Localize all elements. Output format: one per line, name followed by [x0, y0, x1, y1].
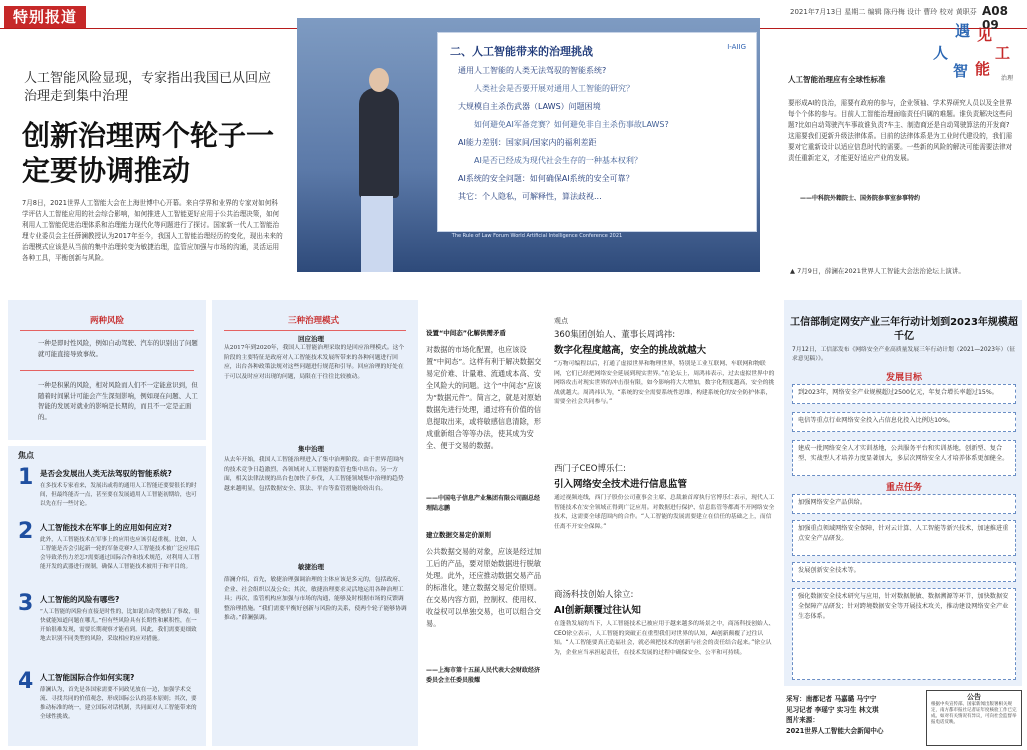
notice-body: 根据中央宣传部、国家新闻出版署相关规定，南方都市报社记者证年度核验工作已完成。如对有关情况有异议，可向社会监督举报电话反映。 — [931, 702, 1017, 725]
page-number: A08 09 — [982, 4, 1008, 32]
opinion-tag: 观点 — [554, 317, 568, 325]
opinion-body: 在蓬勃发展的当下，人工智能技术已被应用于越来越多的场景之中，商汤科技创始人、CEO徐立表示，人工智能的突破正在重塑我们对世界的认知，AI创新颠覆了过往认知。“人工智能要真正造福社会，就必须把技术的创新与社会的责任结合起来。”徐立认为，企业应当承担起责任，在技术发展的过程中确保安全、公平和可持续。 — [554, 621, 775, 656]
credits — [786, 694, 926, 736]
sidebar-signature: ——中科院外籍院士、国务院参事室参事特约 — [800, 195, 921, 202]
model-paragraph: 薛澜介绍，首先，敏捷治理强调治理的主体应该是多元的，包括政府、企业、社会组织以及公众；其次，敏捷治理要求灵活地运用各种治理工具；再次，监管机构应加强与市场的沟通，能够及时根据市场的反馈调整治理措施。“我们需要平衡好创新与风险的关系，使两个轮子能够协调推动。”薛澜强调。 — [224, 577, 407, 621]
opinion-title: 引入网络安全技术进行信息监管 — [554, 479, 688, 490]
opinion-title: 数字化程度越高，安全的挑战就越大 — [554, 345, 707, 356]
stage-sign — [357, 214, 717, 246]
model-subtitle: 敏捷治理 — [298, 563, 324, 571]
policy-intro: 7月12日，工信部发布《网络安全产业高质量发展三年行动计划（2021—2023年）（征求意见稿）》。 — [792, 347, 1016, 362]
speaker-figure — [359, 88, 399, 198]
focus-question: 人工智能技术在军事上的应用如何应对? — [40, 523, 172, 532]
lead-photo — [297, 18, 760, 272]
goal-box: 到2023年，网络安全产业规模超过2500亿元，年复合增长率超过15%。 — [792, 384, 1016, 404]
speaker-head — [369, 68, 389, 92]
credit-line: 见习记者 李瑶宁 实习生 林文琪 — [786, 705, 879, 714]
goal-box: 电信等重点行业网络安全投入占信息化投入比例达10%。 — [792, 412, 1016, 432]
credit-line: 2021世界人工智能大会新闻中心 — [786, 726, 884, 735]
logo-char: 见 — [977, 26, 993, 44]
slide-bullet: AI是否已经成为现代社会生存的一种基本权利？ — [474, 156, 642, 165]
slide-title: 二、人工智能带来的治理挑战 — [450, 45, 593, 58]
focus-answer: 在多技术专家看来，发展出或将的通用人工智能还要要很长的时间，但最终能否一点，甚至要在发展通用人工智能初期给，也可以先在行一些讨论。 — [40, 483, 197, 507]
headline-kicker: 人工智能风险显现，专家指出我国已从回应治理走到集中治理 — [24, 71, 272, 104]
logo-char: 智 — [953, 62, 969, 80]
task-box: 强化数据安全技术研究与应用，针对数据脱敏、数据溯源等环节，加快数据安全保障产品研发；针对跨境数据安全等开展技术攻关，推动建设网络安全产业生态体系。 — [792, 588, 1016, 680]
model-subtitle: 回应治理 — [298, 335, 324, 343]
opinion-kicker: 360集团创始人、董事长周鸿祎: — [554, 330, 676, 340]
data-signature: ——中国电子信息产业集团有限公司副总经理陆志鹏 — [426, 495, 541, 512]
opinion-body: 通过视频连线，西门子股份公司董事会主席、总裁兼首席执行官博乐仁表示，现代人工智能技术在安全领域正得到广泛应用。对数据进行保护、信息监管等都离不开网络安全技术，这需要全球范围内的合作。“人工智能的发展需要建立在信任的基础之上，而信任离不开安全保障。” — [554, 495, 775, 530]
policy-section-title: 发展目标 — [885, 373, 922, 383]
slide-bullet: 如何避免AI军备竞赛？如何避免非自主杀伤事故LAWS? — [474, 120, 669, 129]
logo-char: 人 — [933, 44, 949, 62]
focus-answer: “人工智能的风险有直接是时性的，比如说自动驾驶出了事故，很快就能知道问题在哪儿。”但有些风险具有长期性和累积性，在一开始很难发现，需要长期观察才能看到。因此，我们需要更细致地去识别不同类型的风险，采取相应的应对措施。 — [40, 609, 200, 642]
focus-question: 是否会发展出人类无法驾驭的智能系统? — [40, 469, 172, 478]
logo-subtitle: 治理 — [1000, 75, 1013, 82]
opinion-kicker: 西门子CEO博乐仁: — [554, 464, 626, 474]
sidebar-body: 要形成AI的良治，需要有政府的参与，企业领袖、学术界研究人员以及全世界每个个体的参与。目前人工智能治理面临责任归属的难题。谁负责解决这些问题?比如自动驾驶汽车事故谁负责?车主、制造商还是自动驾驶算法的开发商?这需要我们更新升级法律体系。目前的法律体系是为工业时代建设的，我们需要对它重新设计以适应信息时代的需要。一些新的风险的解决可能需要法律对责任重新定义，才能更好适应产业的发展。 — [788, 99, 1013, 162]
task-box: 加强重点领域网络安全保障，针对云计算、人工智能等新兴技术，加速推进重点安全产品研发。 — [792, 520, 1016, 556]
task-box: 发展创新安全技术等。 — [792, 562, 1016, 582]
notice-title: 公告 — [967, 693, 981, 701]
opinion-body: “万物可编程以后，打通了虚拟世界和物理世界，特别是工业互联网、车联网和物联网，它们已经把网络安全延展到现实世界。”在论坛上，周鸿祎表示，过去虚拟世界中的网络攻击对现实世界的冲击很有限，如今影响将大大增加，数字化程度越高，安全的挑战就越大。周鸿祎认为，“系统的安全需要系统性思维，构建系统化的安全防护体系，需要全社会共同参与。” — [554, 361, 775, 405]
divider — [20, 330, 194, 331]
model-paragraph: 从2017年到2020年，我国人工智能治理采取的是回应治理模式。这个阶段的主要特征是政府对人工智能技术发展所带来的各种问题进行回应，出台各种政策法规对这些问题进行规范和引导。回应治理的好处在于可以及时应对出现的问题，局限在于往往比较被动。 — [224, 345, 405, 380]
presentation-slide — [437, 32, 757, 232]
slide-bullet: 大规模自主杀伤武器（LAWS）问题困境 — [458, 102, 601, 111]
slide-logo: I-AIIG — [727, 43, 746, 51]
focus-answer: 薛澜认为，首先是各国家需要不同政见放在一边，加强学术交流、寻找共同的价值观念，形成国际公认的基本原则；其次，要推动标准的统一，建立国际对话机制，共同面对人工智能带来的全球性挑战。 — [40, 687, 197, 720]
policy-title: 工信部制定网安产业三年行动计划到2023年规模超千亿 — [790, 317, 1018, 342]
credit-line: 采写：南都记者 马嘉璐 马宁宁 — [786, 695, 877, 703]
opinion-kicker: 商汤科技创始人徐立: — [554, 590, 634, 600]
focus-answer: 此外，人工智能技术在军事上的应用也应该引起重视。比如，人工智能是否会引起新一轮的军备竞赛?人工智能技术被广泛应用后会导致杀伤力差怎?需要通过国际合作和技术规范，对利用人工智能开发的武器进行规制，确保人工智能技术被用于和平目的。 — [40, 537, 200, 570]
focus-number: 1 — [18, 465, 34, 490]
sidebar-heading: 人工智能治理应有全球性标准 — [788, 75, 886, 84]
focus-question: 人工智能国际合作如何实现? — [40, 673, 135, 682]
models-title: 三种治理模式 — [288, 316, 340, 326]
stage-sign-title: 2021世界人工智能大会法治论坛 — [440, 218, 634, 233]
focus-panel — [8, 446, 206, 746]
goal-box: 建成一批网络安全人才实训基地，公共服务平台和实训基地，创新型、复合型、实战型人才培养力度显著加大，多层次网络安全人才培养体系更加健全。 — [792, 440, 1016, 476]
divider — [224, 330, 406, 331]
models-panel — [212, 300, 418, 746]
task-box: 加强网络安全产品供给。 — [792, 494, 1016, 514]
slide-bullet: 人类社会是否要开展对通用人工智能的研究？ — [474, 84, 634, 93]
logo-char: 能 — [975, 60, 991, 78]
risks-title: 两种风险 — [90, 316, 125, 326]
opinion-title: AI创新颠覆过往认知 — [554, 605, 641, 616]
slide-bullet: AI系统的安全问题：如何确保AI系统的安全可靠？ — [458, 174, 634, 183]
notice-box — [926, 690, 1022, 746]
data-body: 对数据的市场化配置，也应该设置“中间态”。这样有利于解决数据交易定价难、计量难、流通成本高、安全风险大的问题。这个“中间态”应该为“数据元件”。简言之，就是对原始数据先进行处理，通过将有价值的信息提取出来，或将敏感信息清除，形成重新组合等等办法，使其成为安全、便于交易的数据。 — [426, 345, 542, 450]
risks-panel — [8, 300, 206, 440]
focus-number: 2 — [18, 519, 34, 544]
focus-question: 人工智能的风险有哪些? — [40, 595, 120, 604]
column-logo — [925, 20, 1015, 82]
logo-char: 工 — [995, 44, 1011, 62]
headline-title: 创新治理两个轮子一定要协调推动 — [22, 119, 275, 187]
risk-paragraph: 一种是即时性风险，例如自动驾驶、汽车的识别出了问题就可能直接导致事故。 — [38, 339, 198, 358]
slide-bullet: 其它：个人隐私，可解释性，算法歧视... — [458, 192, 602, 201]
logo-char: 遇 — [955, 22, 971, 40]
model-subtitle: 集中治理 — [298, 445, 324, 453]
data-body: 公共数据交易的对象，应该是经过加工后的产品，要对原始数据进行脱敏处理。此外，还应推动数据交易产品的标准化，建立数据交易定价原则。在交易内容方面，控制权、使用权、收益权可以单独交易，也可以组合交易。 — [426, 547, 542, 628]
credit-line: 图片来源： — [786, 716, 819, 724]
stage-sign-subtitle: The Rule of Law Forum World Artificial Intelligence Conference 2021 — [451, 233, 623, 239]
photo-caption: ▲ 7月9日，薛澜在2021世界人工智能大会法治论坛上演讲。 — [790, 267, 965, 275]
focus-label: 焦点 — [18, 451, 34, 460]
slide-bullet: AI能力差别：国家间/国家内的福利差距 — [458, 138, 597, 147]
date-line: 2021年7月13日 星期二 编辑 陈丹梅 设计 曹玲 校对 黄职芬 — [790, 8, 977, 16]
focus-number: 4 — [18, 669, 34, 694]
focus-number: 3 — [18, 591, 34, 616]
divider — [20, 370, 194, 371]
model-paragraph: 从去年开始，我国人工智能治理进入了集中治理阶段。由于世界范围内的技术竞争日趋激烈，各领域对人工智能的监管也集中出台。另一方面，相关法律法规的出台也加快了步伐，人工智能领域集中治理的趋势越来越明显，包括数据安全、算法、平台等监管措施纷纷出台。 — [224, 457, 404, 492]
headline-lead: 7月8日，2021世界人工智能大会在上海世博中心开幕。来自学界和业界的专家对如何科学评估人工智能应用的社会综合影响，如何推进人工智能更好应用于公共治理决策，如何利用人工智能促进治理体系和治理能力现代化等问题进行了探讨。国家新一代人工智能治理专业委员会主任薛澜教授认为2017年至今，我国人工智能治理经历的变化，现出未来的治理模式应该是从当前的集中治理转变为敏捷治理，监管应加强与市场的沟通，灵活运用各种工具，平衡创新与风险。 — [22, 199, 283, 262]
risk-paragraph: 一种是积累的风险，相对风险而人们不一定能意识到，但随着时间累计可能会产生深刻影响，例如现在问题、人工智能的发展对就业的影响是长期的，而且不一定是正面的。 — [38, 381, 198, 421]
data-heading: 建立数据交易定价原则 — [426, 531, 491, 539]
data-heading: 设置“中间态”化解供需矛盾 — [426, 329, 507, 337]
section-tag: 特别报道 — [4, 6, 86, 28]
data-signature: ——上海市第十五届人民代表大会财政经济委员会主任委员殷耀 — [426, 667, 541, 684]
slide-bullet: 通用人工智能的人类无法驾驭的智能系统? — [458, 66, 607, 75]
policy-section-title: 重点任务 — [885, 483, 922, 493]
